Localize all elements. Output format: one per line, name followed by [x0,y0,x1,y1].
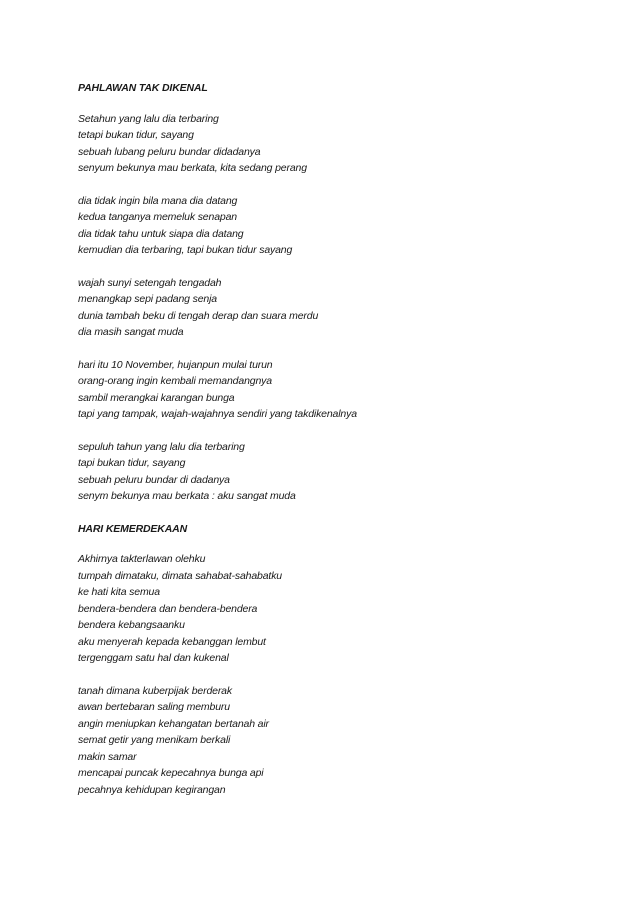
poem-line: awan bertebaran saling memburu [78,701,230,713]
poem-line: tapi yang tampak, wajah-wajahnya sendiri yang takdikenalnya [78,408,357,420]
poem-line: dia tidak ingin bila mana dia datang [78,194,238,207]
poem-line: hari itu 10 November, hujanpun mulai turun [78,358,273,371]
poem-line: wajah sunyi setengah tengadah [78,276,222,289]
poem-line: kemudian dia terbaring, tapi bukan tidur sayang [78,244,293,256]
poem-line: tapi bukan tidur, sayang [78,457,186,469]
poem-line: sambil merangkai karangan bunga [78,391,235,404]
poem-line: tergenggam satu hal dan kukenal [78,652,229,664]
poem-line: dunia tambah beku di tengah derap dan suara merdu [78,309,319,322]
poem-line: bendera kebangsaanku [78,619,185,631]
poem-line: semat getir yang menikam berkali [78,734,231,746]
poem-line: senym bekunya mau berkata : aku sangat muda [78,490,296,502]
poem-title: HARI KEMERDEKAAN [78,522,188,535]
stanza [78,275,578,341]
stanza [78,683,578,799]
stanza [78,357,578,423]
poem-line: kedua tanganya memeluk senapan [78,211,237,223]
poem-line: sebuah lubang peluru bundar didadanya [78,145,261,158]
stanza [78,193,578,259]
poem-line: Akhirnya takterlawan olehku [78,553,206,565]
poem-line: dia masih sangat muda [78,326,184,338]
poem-line: menangkap sepi padang senja [78,293,217,305]
stanza [78,551,578,667]
stanza [78,439,578,505]
document-body [78,80,578,798]
poem-title: PAHLAWAN TAK DIKENAL [78,82,208,94]
stanza [78,111,578,177]
poem-line: aku menyerah kepada kebanggan lembut [78,635,266,648]
poem-line: Setahun yang lalu dia terbaring [78,112,219,125]
poem-line: ke hati kita semua [78,586,160,598]
poem-line: dia tidak tahu untuk siapa dia datang [78,227,244,240]
poem-line: orang-orang ingin kembali memandangnya [78,375,272,387]
poem-line: tumpah dimataku, dimata sahabat-sahabatku [78,569,282,582]
poem-line: makin samar [78,750,137,763]
poem-line: tetapi bukan tidur, sayang [78,129,194,141]
poem-pahlawan-tak-dikenal [78,80,578,505]
poem-line: tanah dimana kuberpijak berderak [78,684,232,697]
poem-line: pecahnya kehidupan kegirangan [78,783,226,796]
poem-line: mencapai puncak kepecahnya bunga api [78,767,264,779]
poem-line: bendera-bendera dan bendera-bendera [78,602,258,615]
poem-line: sepuluh tahun yang lalu dia terbaring [78,440,245,453]
poem-line: sebuah peluru bundar di dadanya [78,473,230,486]
poem-line: senyum bekunya mau berkata, kita sedang perang [78,162,307,174]
poem-hari-kemerdekaan [78,521,578,799]
poem-line: angin meniupkan kehangatan bertanah air [78,717,269,730]
